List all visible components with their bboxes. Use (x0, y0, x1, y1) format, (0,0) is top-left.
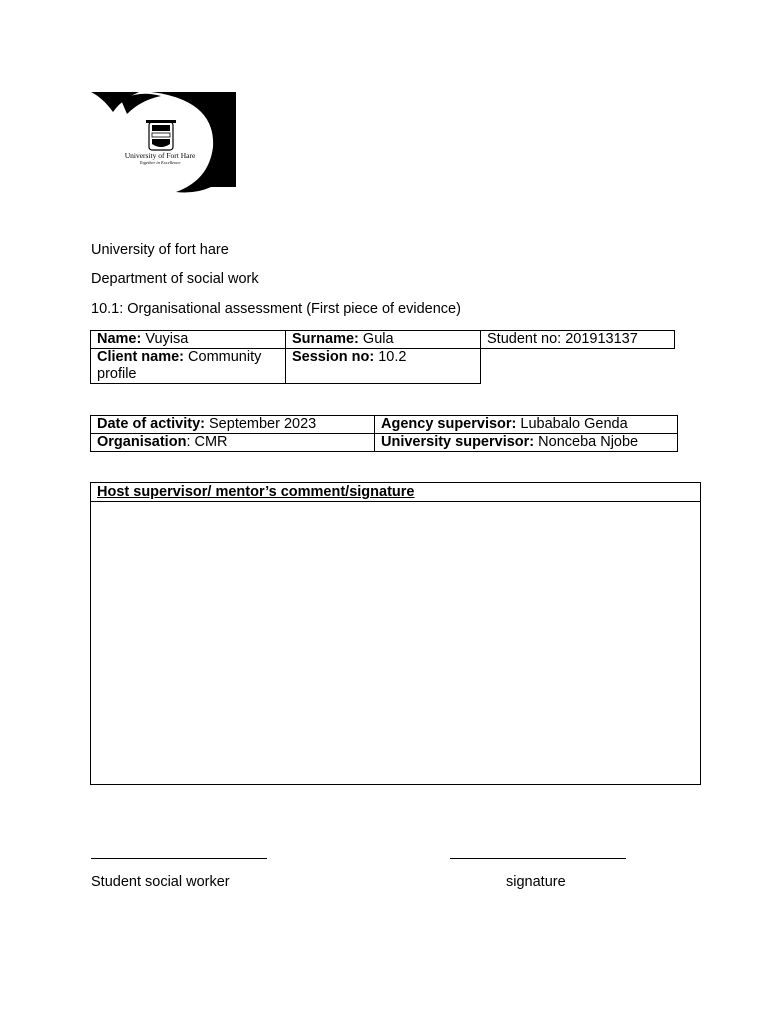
activity-table (90, 415, 678, 452)
signature-line (450, 858, 626, 859)
crest-icon (146, 120, 176, 150)
assessment-title-text: Organisational assessment (First piece of evidence) (127, 301, 461, 317)
comment-box-header: Host supervisor/ mentor’s comment/signature (91, 483, 700, 502)
client-name-cell: Client name: Community profile (91, 349, 286, 384)
student-info-table (90, 330, 675, 384)
signature-label: signature (506, 874, 566, 890)
university-logo (91, 92, 236, 194)
name-cell: Name: Vuyisa (91, 331, 286, 349)
date-of-activity-cell: Date of activity: September 2023 (91, 416, 375, 434)
organisation-cell: Organisation: CMR (91, 434, 375, 452)
university-supervisor-cell: University supervisor: Nonceba Njobe (375, 434, 678, 452)
logo-tagline: Together in Excellence (139, 160, 181, 165)
assessment-title (91, 301, 461, 317)
agency-supervisor-cell: Agency supervisor: Lubabalo Genda (375, 416, 678, 434)
comment-box[interactable] (90, 482, 701, 785)
student-no-cell: Student no: 201913137 (481, 331, 675, 349)
surname-cell: Surname: Gula (286, 331, 481, 349)
student-signature-line (91, 858, 267, 859)
student-social-worker-label: Student social worker (91, 874, 230, 890)
empty-cell (481, 349, 675, 384)
session-no-cell: Session no: 10.2 (286, 349, 481, 384)
logo-name: University of Fort Hare (124, 151, 196, 160)
university-name: University of fort hare (91, 242, 229, 258)
department-name: Department of social work (91, 271, 259, 287)
assessment-prefix: 10.1: (91, 301, 124, 317)
